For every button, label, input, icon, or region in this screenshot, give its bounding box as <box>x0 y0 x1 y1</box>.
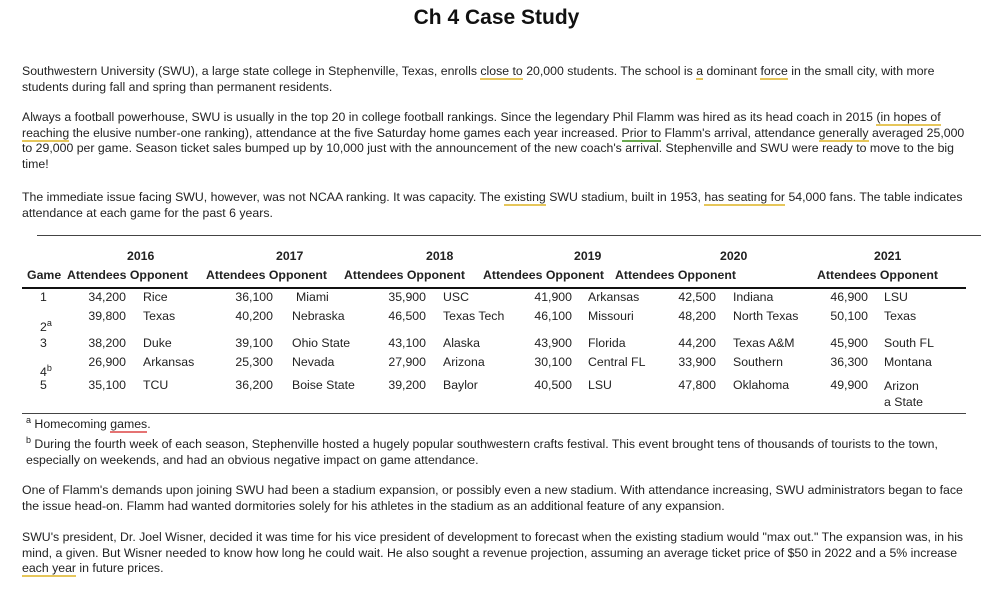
opponent-cell: Nebraska <box>292 309 345 323</box>
attendees-cell: 39,800 <box>88 309 126 323</box>
game-number-text: 4 <box>40 365 47 379</box>
column-header: Attendees Opponent <box>817 268 938 282</box>
attendees-cell: 48,200 <box>678 309 716 323</box>
paragraph-forecast: SWU's president, Dr. Joel Wisner, decided it was time for his vice president of development to forecast when the existing stadium would "max out." The expansion was, in his mind, a given. But Wisner needed to know how long he could wait. He also sought a revenue projection, assuming an average ticket price of $50 in 2022 and a 5% increase each year in future prices. <box>22 530 964 576</box>
opponent-cell: Texas A&M <box>733 336 795 350</box>
attendees-cell: 46,100 <box>534 309 572 323</box>
game-number-text: 2 <box>40 320 47 334</box>
opponent-cell: South FL <box>884 336 934 350</box>
attendees-cell: 26,900 <box>88 355 126 369</box>
opponent-cell: Texas <box>143 309 176 323</box>
opponent-cell: TCU <box>143 378 169 392</box>
attendees-cell: 35,100 <box>88 378 126 392</box>
opponent-cell: LSU <box>884 290 908 304</box>
column-header: Attendees Opponent <box>206 268 327 282</box>
attendees-cell: 39,100 <box>235 336 273 350</box>
footnote-festival: $^b$ During the fourth week of each season, Stephenville hosted a hugely popular southwestern crafts festival. This event brought tens of thousands of tourists to the town, especially on weekends, and had an obvious negative impact on game attendance. <box>26 434 938 467</box>
opponent-cell: Montana <box>884 355 932 369</box>
attendees-cell: 33,900 <box>678 355 716 369</box>
attendees-cell: 44,200 <box>678 336 716 350</box>
opponent-cell: Oklahoma <box>733 378 790 392</box>
table-bottom-rule <box>22 413 966 414</box>
attendees-cell: 40,500 <box>534 378 572 392</box>
opponent-cell: Arizona <box>443 355 485 369</box>
opponent-cell: Duke <box>143 336 172 350</box>
game-number-text: 1 <box>40 290 47 304</box>
paragraph-intro: Southwestern University (SWU), a large state college in Stephenville, Texas, enrolls close to 20,000 students. The school is a dominant force in the small city, with more students during fall and spring than permanent residents. <box>22 64 935 94</box>
paragraph-expansion: One of Flamm's demands upon joining SWU had been a stadium expansion, or possibly even a new stadium. With attendance increasing, SWU administrators began to face the issue head-on. Flamm had wanted dormitories solely for his athletes in the stadium as an additional feature of any expansion. <box>22 483 963 513</box>
attendees-cell: 46,500 <box>388 309 426 323</box>
opponent-cell: LSU <box>588 378 612 392</box>
attendees-cell: 46,900 <box>830 290 868 304</box>
attendees-cell: 40,200 <box>235 309 273 323</box>
document-title: Ch 4 Case Study <box>413 6 580 29</box>
footnote-homecoming: $^a$ Homecoming games. <box>26 414 151 431</box>
attendees-cell: 47,800 <box>678 378 716 392</box>
attendees-cell: 43,100 <box>388 336 426 350</box>
opponent-cell: Ohio State <box>292 336 351 350</box>
opponent-cell: Texas Tech <box>443 309 505 323</box>
paragraph-capacity: The immediate issue facing SWU, however, was not NCAA ranking. It was capacity. The existing SWU stadium, built in 1953, has seating for 54,000 fans. The table indicates attendance at each game for the past 6 years. <box>22 190 963 220</box>
attendees-cell: 42,500 <box>678 290 716 304</box>
opponent-cell: Boise State <box>292 378 355 392</box>
attendees-cell: 36,100 <box>235 290 273 304</box>
opponent-cell: Alaska <box>443 336 480 350</box>
attendees-cell: 36,300 <box>830 355 868 369</box>
footnote-mark: a <box>46 317 52 328</box>
column-header: Attendees Opponent <box>483 268 604 282</box>
opponent-cell: Rice <box>143 290 168 304</box>
attendees-cell: 34,200 <box>88 290 126 304</box>
opponent-cell: Arizon a State <box>884 379 923 409</box>
game-number-text: 5 <box>40 378 47 392</box>
opponent-cell: Missouri <box>588 309 634 323</box>
footnote-mark: b <box>46 362 52 373</box>
opponent-cell: Texas <box>884 309 917 323</box>
opponent-cell: Arkansas <box>588 290 640 304</box>
attendees-cell: 35,900 <box>388 290 426 304</box>
attendees-cell: 25,300 <box>235 355 273 369</box>
attendees-cell: 50,100 <box>830 309 868 323</box>
game-number <box>40 290 47 305</box>
opponent-cell: Central FL <box>588 355 646 369</box>
game-number <box>40 317 52 335</box>
paragraph-history: Always a football powerhouse, SWU is usually in the top 20 in college football rankings. Since the legendary Phil Flamm was hired as its head coach in 2015 (in hopes of reaching the elusive number-one ranking), attendance at the five Saturday home games each year increased. Prior to Flamm's arrival, attendance generally averaged 25,000 to 29,000 per game. Season ticket sales bumped up by 10,000 just with the announcement of the new coach's arrival. Stephenville and SWU were ready to move to the big time! <box>22 110 965 172</box>
game-number-text: 3 <box>40 336 47 350</box>
column-header: Attendees Opponent <box>344 268 465 282</box>
opponent-cell: Baylor <box>443 378 478 392</box>
attendees-cell: 36,200 <box>235 378 273 392</box>
table-header-rule <box>22 287 966 289</box>
attendees-cell: 41,900 <box>534 290 572 304</box>
year-header: 2017 <box>276 249 304 263</box>
attendees-cell: 45,900 <box>830 336 868 350</box>
attendees-cell: 27,900 <box>388 355 426 369</box>
attendees-cell: 30,100 <box>534 355 572 369</box>
game-number <box>40 336 47 351</box>
attendees-cell: 39,200 <box>388 378 426 392</box>
opponent-cell: North Texas <box>733 309 799 323</box>
game-column-header: Game <box>27 268 62 282</box>
opponent-cell: Nevada <box>292 355 335 369</box>
year-header: 2016 <box>127 249 155 263</box>
attendees-cell: 43,900 <box>534 336 572 350</box>
year-header: 2019 <box>574 249 602 263</box>
column-header: Attendees Opponent <box>615 268 736 282</box>
table-top-rule <box>37 235 981 236</box>
attendees-cell: 49,900 <box>830 378 868 392</box>
opponent-cell: Florida <box>588 336 626 350</box>
column-header: Attendees Opponent <box>67 268 188 282</box>
attendees-cell: 38,200 <box>88 336 126 350</box>
game-number <box>40 378 47 393</box>
opponent-cell: Miami <box>296 290 329 304</box>
year-header: 2018 <box>426 249 454 263</box>
opponent-cell: Southern <box>733 355 783 369</box>
year-header: 2021 <box>874 249 902 263</box>
opponent-cell: Indiana <box>733 290 774 304</box>
opponent-cell: Arkansas <box>143 355 195 369</box>
year-header: 2020 <box>720 249 748 263</box>
opponent-cell: USC <box>443 290 469 304</box>
